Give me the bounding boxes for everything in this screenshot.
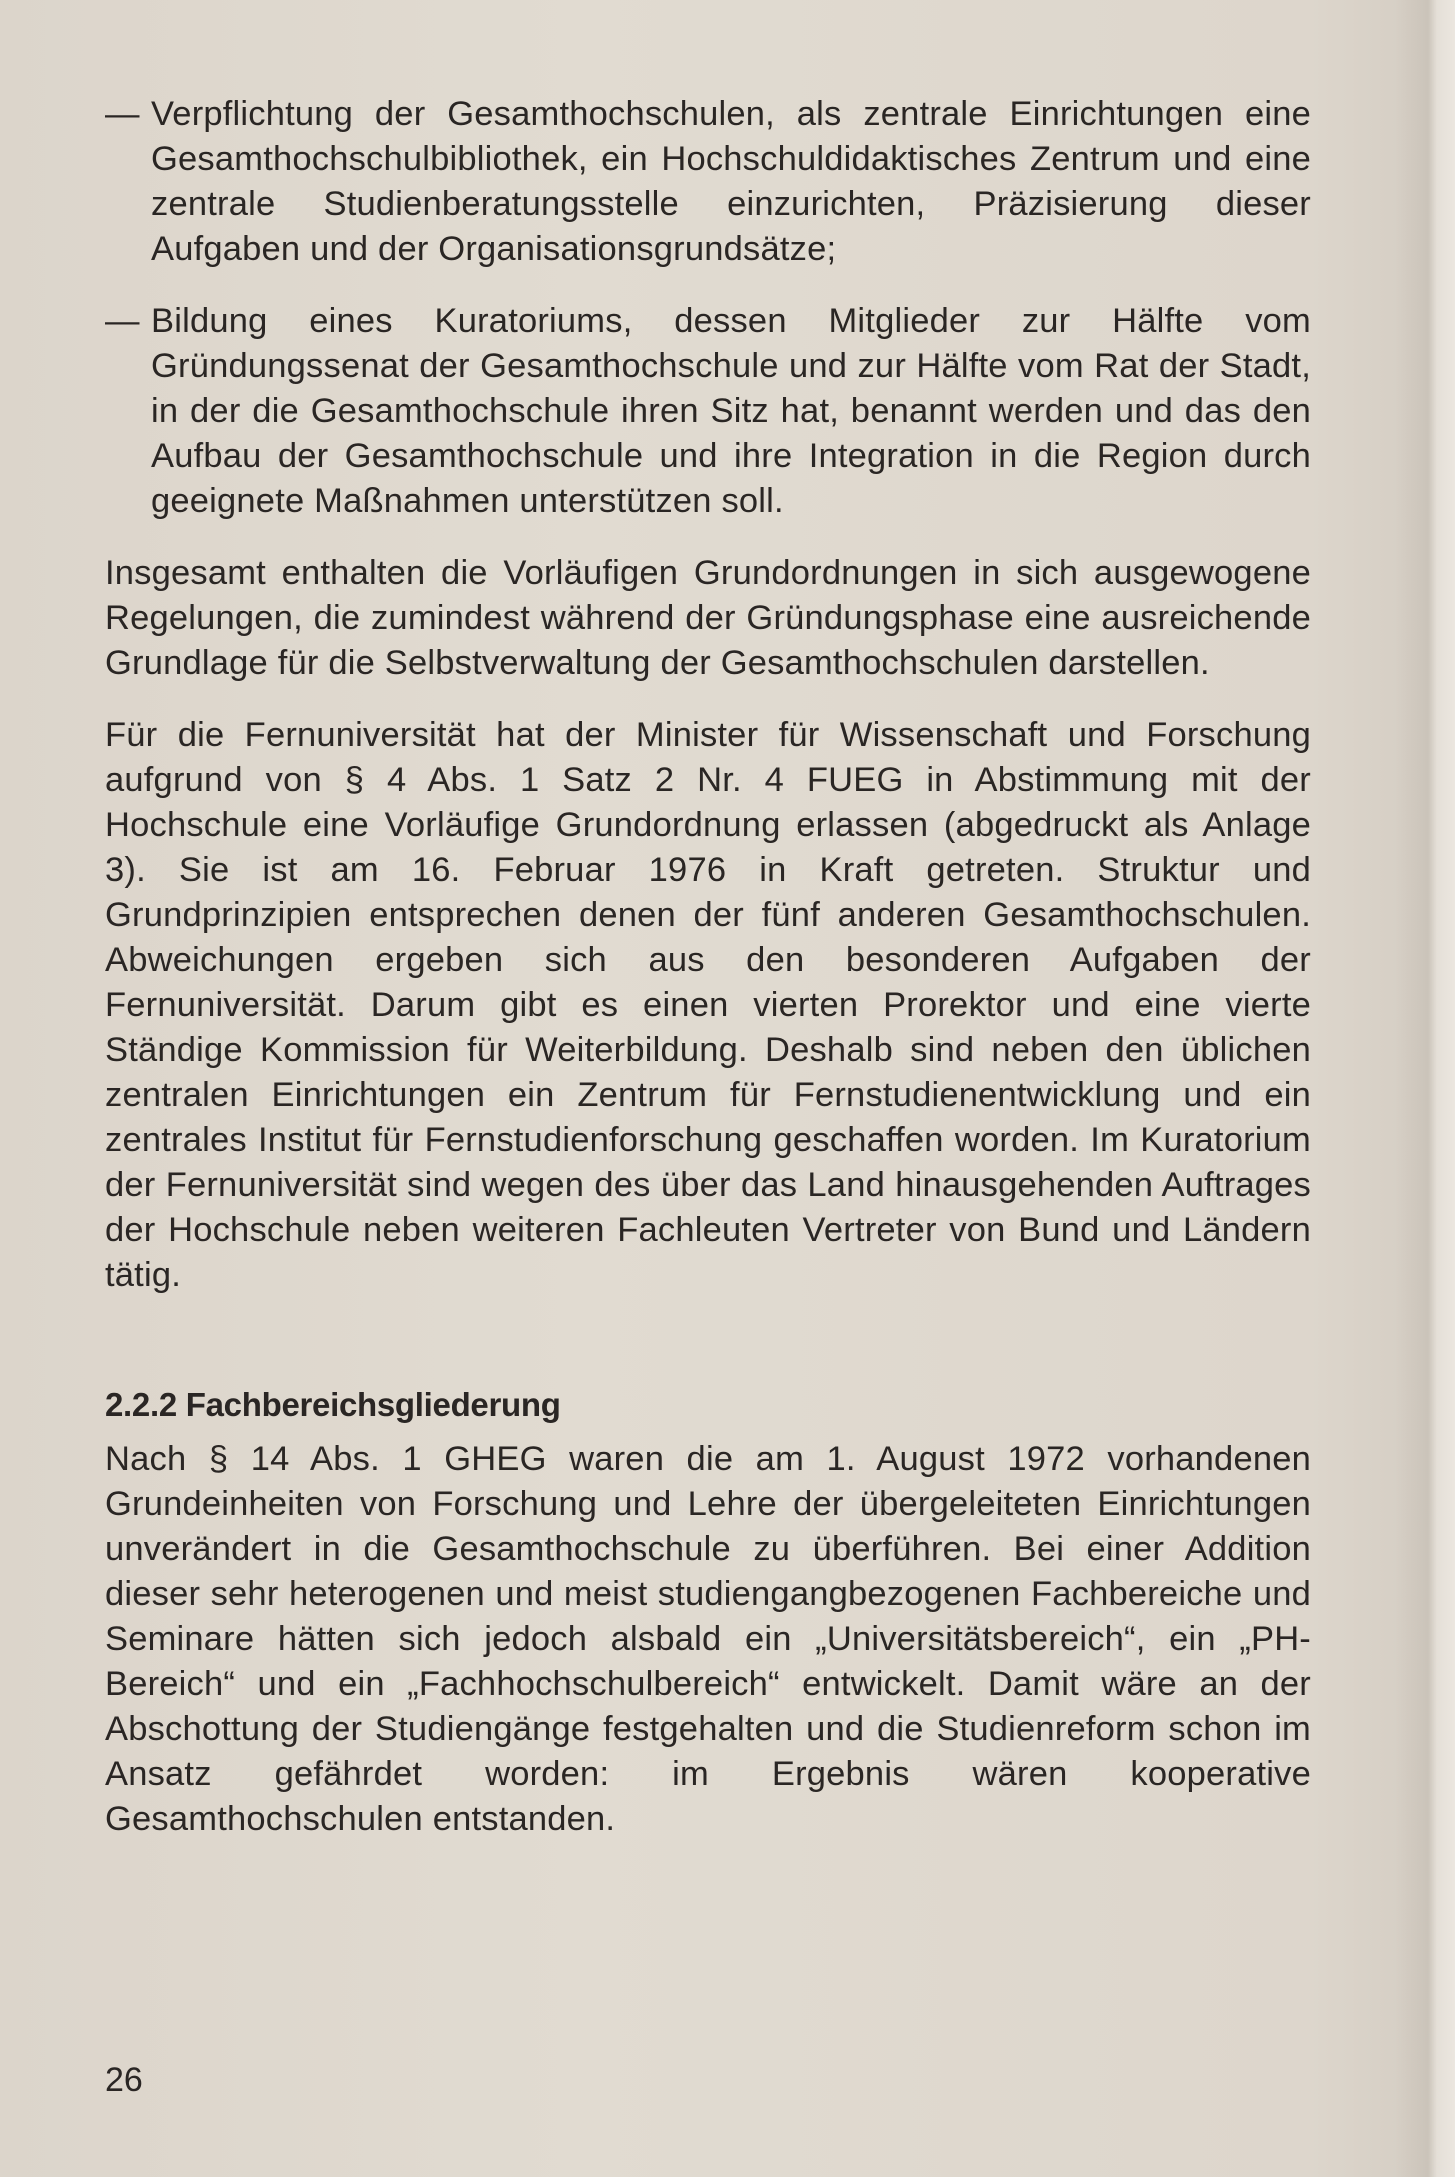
bullet-dash: —: [105, 95, 140, 133]
bullet-text: Verpflichtung der Gesamthochschulen, als zentrale Einrichtungen eine Gesamthochschulbibliothek, ein Hochschuldidaktisches Zentrum und eine zentrale Studienberatungsstelle einzurichten, Präzisierung dieser Aufgaben und der Organisationsgrundsätze;: [151, 95, 1311, 268]
paragraph-summary: Insgesamt enthalten die Vorläufigen Grundordnungen in sich ausgewogene Regelungen, die zumindest während der Gründungsphase eine ausreichende Grundlage für die Selbstverwaltung der Gesamthochschulen darstellen.: [105, 554, 1311, 682]
bullet-text: Bildung eines Kuratoriums, dessen Mitglieder zur Hälfte vom Gründungssenat der Gesamthochschule und zur Hälfte vom Rat der Stadt, in der die Gesamthochschule ihren Sitz hat, benannt werden und das den Aufbau der Gesamthochschule und ihre Integration in die Region durch geeignete Maßnahmen unterstützen soll.: [151, 302, 1311, 520]
paragraph-fernuniversitaet: Für die Fernuniversität hat der Minister für Wissenschaft und Forschung aufgrund von § 4 Abs. 1 Satz 2 Nr. 4 FUEG in Abstimmung mit der Hochschule eine Vorläufige Grundordnung erlassen (abgedruckt als Anlage 3). Sie ist am 16. Februar 1976 in Kraft getreten. Struktur und Grundprinzipien entsprechen denen der fünf anderen Gesamthochschulen. Abweichungen ergeben sich aus den besonderen Aufgaben der Fernuniversität. Darum gibt es einen vierten Prorektor und eine vierte Ständige Kommission für Weiterbildung. Deshalb sind neben den üblichen zentralen Einrichtungen ein Zentrum für Fernstudienentwicklung und ein zentrales Institut für Fernstudienforschung geschaffen worden. Im Kuratorium der Fernuniversität sind wegen des über das Land hinausgehenden Auftrages der Hochschule neben weiteren Fachleuten Vertreter von Bund und Ländern tätig.: [105, 716, 1311, 1294]
paragraph-fachbereichsgliederung: Nach § 14 Abs. 1 GHEG waren die am 1. August 1972 vorhandenen Grundeinheiten von Forschung und Lehre der übergeleiteten Einrichtungen unverändert in die Gesamthochschule zu überführen. Bei einer Addition dieser sehr heterogenen und meist studiengangbezogenen Fachbereiche und Seminare hätten sich jedoch alsbald ein „Universitätsbereich“, ein „PH-Bereich“ und ein „Fachhochschulbereich“ entwickelt. Damit wäre an der Abschottung der Studiengänge festgehalten und die Studienreform schon im Ansatz gefährdet worden: im Ergebnis wären kooperative Gesamthochschulen entstanden.: [105, 1440, 1311, 1838]
bullet-item-1: [105, 92, 1311, 272]
page-content: [105, 92, 1311, 1869]
page-gutter-shadow: [1395, 0, 1455, 2177]
page-number: 26: [105, 2061, 143, 2099]
bullet-dash: —: [105, 302, 140, 340]
bullet-item-2: [105, 299, 1311, 524]
section-heading: 2.2.2 Fachbereichsgliederung: [105, 1386, 561, 1423]
